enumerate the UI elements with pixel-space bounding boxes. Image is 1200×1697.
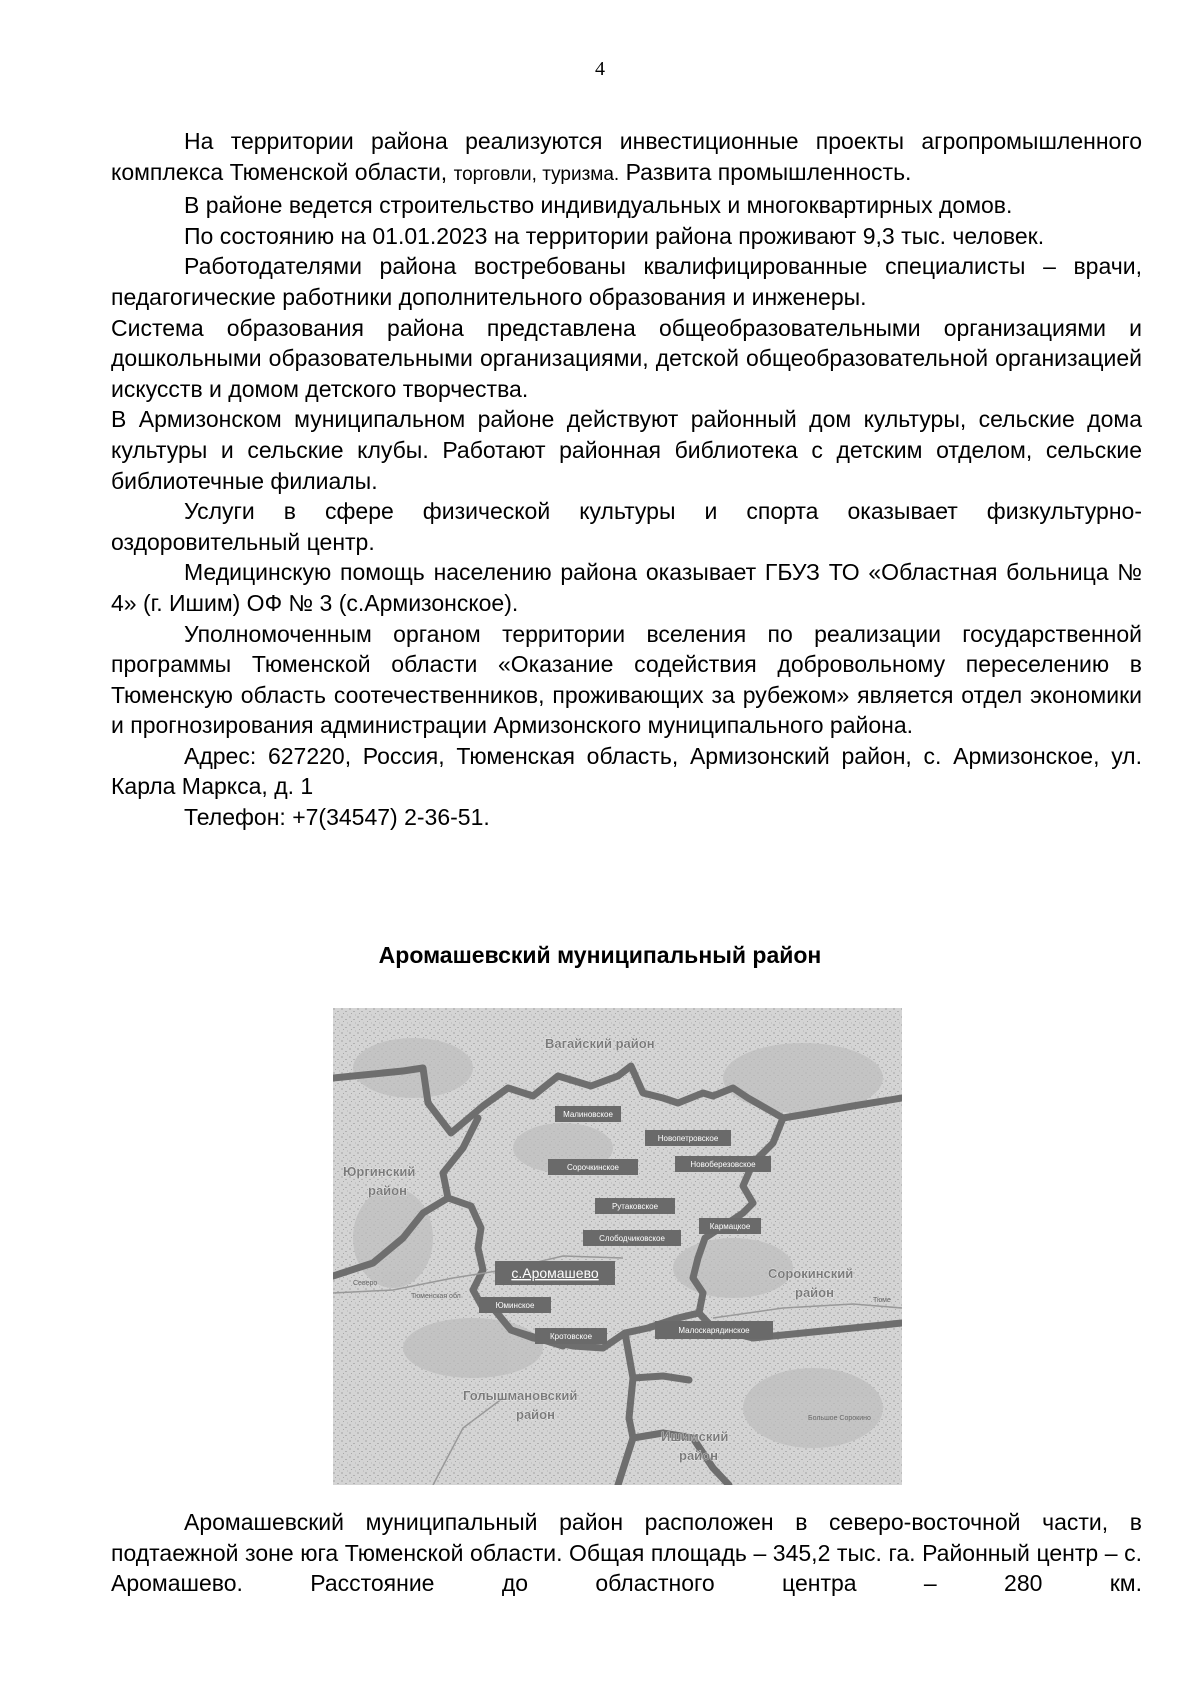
- settlement-slobodchikovskoe: [583, 1230, 681, 1246]
- settlement-novoberezovskoe: [675, 1156, 771, 1172]
- svg-text:Слободчиковское: Слободчиковское: [599, 1234, 665, 1243]
- svg-text:Сорочкинское: Сорочкинское: [567, 1163, 619, 1172]
- svg-text:Рутаковское: Рутаковское: [611, 1202, 659, 1211]
- body-text-top: [111, 126, 1142, 833]
- svg-text:Юминское: Юминское: [495, 1301, 535, 1310]
- label-vagai: Вагайский район: [545, 1036, 655, 1051]
- paragraph-9: Уполномоченным органом территории вселения по реализации государственной программы Тюменской области «Оказание содействия добровольному переселению в Тюменскую область соотечественников, проживающих за рубежом» является отдел экономики и прогнозирования администрации Армизонского муниципального района.: [111, 620, 1142, 739]
- paragraph-1: На территории района реализуются инвестиционные проекты агропромышленного комплекса Тюменской области, торговли, туризма. Развита промышленность.: [111, 128, 1142, 185]
- label-tyumenskaya: Тюменская обл: [411, 1293, 461, 1300]
- settlement-sorochkinskoe: [548, 1159, 638, 1175]
- settlement-yuminskoe: [479, 1297, 551, 1313]
- settlement-karaskoe: [699, 1218, 761, 1234]
- paragraph-aromashevo: Аромашевский муниципальный район расположен в северо-восточной части, в подтаежной зоне юга Тюменской области. Общая площадь – 345,2 тыс. га. Районный центр – с. Аромашево. Расстояние до областного центра – 280 км.: [111, 1509, 1142, 1597]
- svg-text:Малоскарядинское: Малоскарядинское: [678, 1326, 750, 1335]
- svg-text:Новопетровское: Новопетровское: [657, 1134, 719, 1143]
- page-number: 4: [595, 58, 605, 80]
- settlement-malinovskoe: [555, 1106, 621, 1122]
- label-sorokinsky-2: район: [795, 1285, 834, 1300]
- svg-text:с.Аромашево: с.Аромашево: [511, 1265, 599, 1281]
- paragraph-6: В Армизонском муниципальном районе действуют районный дом культуры, сельские дома культуры и сельские клубы. Работают районная библиотека с детским отделом, сельские библиотечные филиалы.: [111, 406, 1142, 494]
- settlement-maloskaryadinskoe: [655, 1321, 773, 1339]
- section-heading: Аромашевский муниципальный район: [378, 942, 822, 968]
- label-ishimsky-2: район: [679, 1448, 718, 1463]
- label-severo: Северо: [353, 1280, 378, 1287]
- paragraph-5: Система образования района представлена общеобразовательными организациями и дошкольными образовательными организациями, детской общеобразовательной организацией искусств и домом детского творчества.: [111, 314, 1142, 402]
- settlement-center: [495, 1261, 615, 1285]
- label-bolshoe-sorokino: Большое Сорокино: [808, 1415, 871, 1422]
- svg-text:Кротовское: Кротовское: [549, 1332, 593, 1341]
- paragraph-8: Медицинскую помощь населению района оказывает ГБУЗ ТО «Областная больница № 4» (г. Ишим) ОФ № 3 (с.Армизонское).: [111, 559, 1142, 616]
- label-ishimsky-1: Ишимский: [661, 1429, 729, 1444]
- settlement-novopetrovskoe: [645, 1130, 731, 1146]
- label-yurginsky-2: район: [368, 1183, 407, 1198]
- settlement-rutakovskoe: [595, 1198, 675, 1214]
- paragraph-3: По состоянию на 01.01.2023 на территории района проживают 9,3 тыс. человек.: [184, 222, 1045, 249]
- paragraph-4: Работодателями района востребованы квалифицированные специалисты – врачи, педагогические работники дополнительного образования и инженеры.: [111, 253, 1142, 310]
- svg-text:Новоберезовское: Новоберезовское: [690, 1160, 756, 1169]
- label-sorokinsky-1: Сорокинский: [768, 1266, 854, 1281]
- label-golyshmanovsky-1: Голышмановский: [463, 1388, 578, 1403]
- body-text-bottom: [111, 1507, 1142, 1599]
- paragraph-phone: Телефон: +7(34547) 2-36-51.: [184, 804, 490, 831]
- district-map: [333, 1008, 902, 1485]
- svg-text:Кармацкое: Кармацкое: [709, 1222, 751, 1231]
- label-tyume: Тюме: [873, 1297, 891, 1304]
- paragraph-address: Адрес: 627220, Россия, Тюменская область, Армизонский район, с. Армизонское, ул. Карла Маркса, д. 1: [111, 742, 1142, 800]
- label-golyshmanovsky-2: район: [516, 1407, 555, 1422]
- svg-text:Малиновское: Малиновское: [563, 1110, 613, 1119]
- settlement-krotovskoe: [535, 1328, 607, 1344]
- paragraph-7: Услуги в сфере физической культуры и спорта оказывает физкультурно-оздоровительный центр.: [111, 498, 1142, 555]
- label-yurginsky-1: Юргинский: [343, 1164, 416, 1179]
- paragraph-2: В районе ведется строительство индивидуальных и многоквартирных домов.: [184, 192, 1013, 219]
